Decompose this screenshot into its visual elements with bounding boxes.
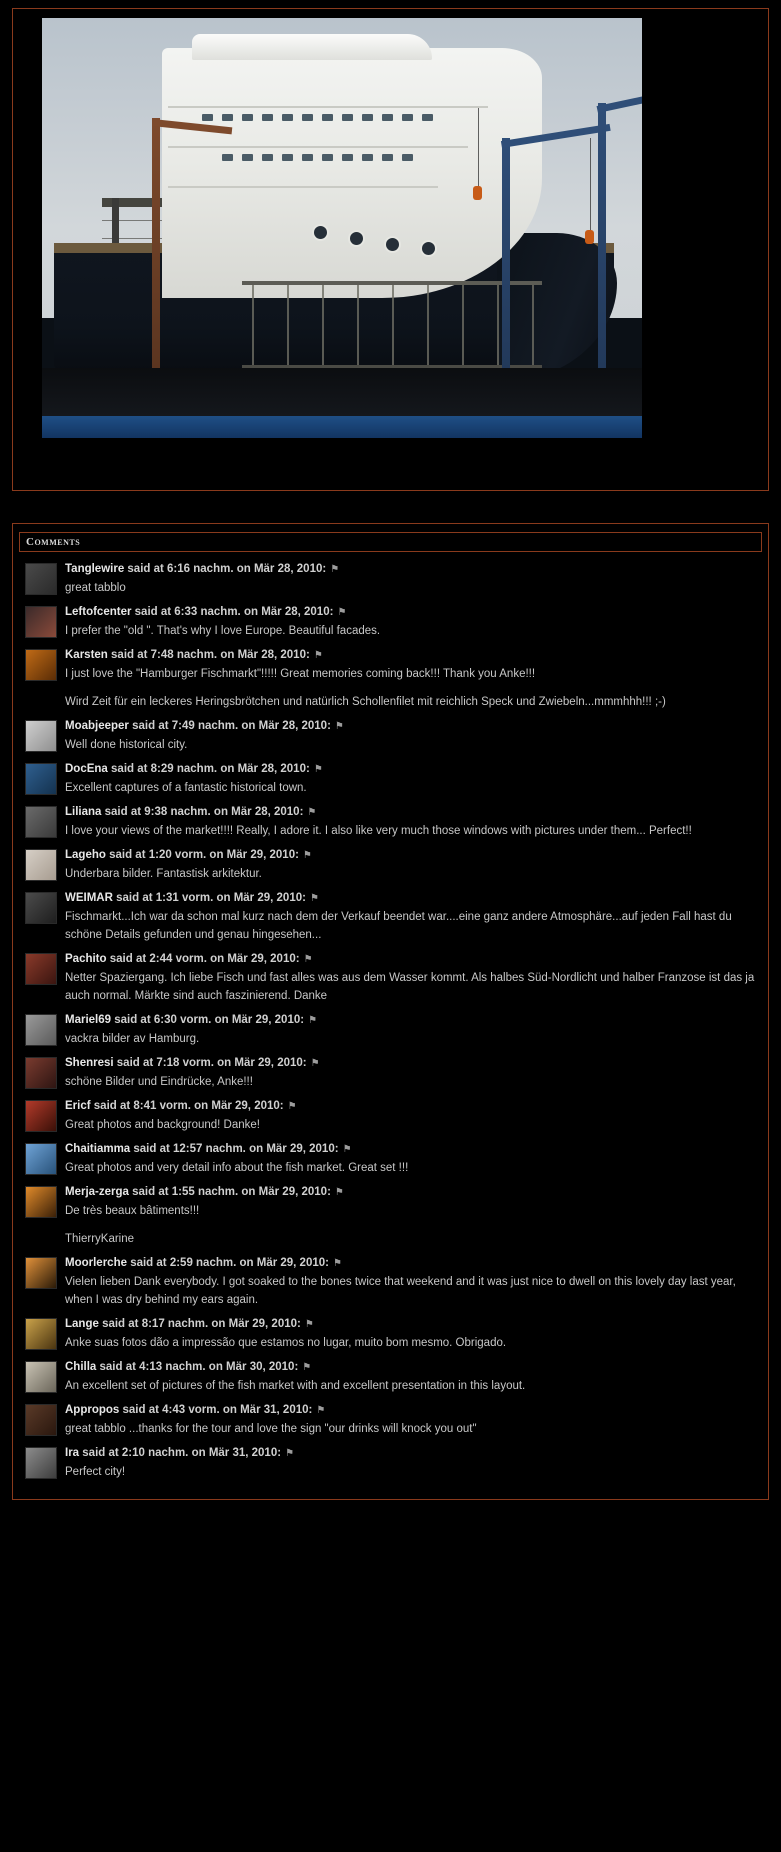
comment-item bbox=[19, 844, 762, 887]
avatar-chaitiamma[interactable] bbox=[25, 1143, 57, 1175]
comment-paragraph: An excellent set of pictures of the fish market with and excellent presentation in this layout. bbox=[65, 1380, 526, 1392]
comment-timestamp: said at 12:57 nachm. on Mär 29, 2010: bbox=[130, 1143, 339, 1155]
comment-paragraph: ThierryKarine bbox=[65, 1233, 135, 1245]
comment-paragraph: Vielen lieben Dank everybody. I got soaked to the bones twice that weekend and it was just nice to dwell on this lovely day last year, when I was dry behind my ears again. bbox=[65, 1276, 736, 1306]
comment-header bbox=[65, 847, 756, 864]
comment-timestamp: said at 8:17 nachm. on Mär 29, 2010: bbox=[98, 1318, 301, 1330]
comment-item bbox=[19, 601, 762, 644]
comment-timestamp: said at 8:41 vorm. on Mär 29, 2010: bbox=[90, 1100, 284, 1112]
comment-item bbox=[19, 1052, 762, 1095]
comment-paragraph: De très beaux bâtiments!!! bbox=[65, 1205, 200, 1217]
crane-cable-1 bbox=[478, 108, 479, 188]
report-flag-icon[interactable]: ⚑ bbox=[334, 1187, 344, 1198]
avatar-ericf[interactable] bbox=[25, 1100, 57, 1132]
comment-author-link[interactable]: Moabjeeper bbox=[65, 720, 129, 732]
report-flag-icon[interactable]: ⚑ bbox=[304, 1319, 314, 1330]
comment-body bbox=[65, 1445, 756, 1481]
comment-header bbox=[65, 1255, 756, 1272]
comment-paragraph: great tabblo bbox=[65, 582, 126, 594]
comment-author-link[interactable]: Appropos bbox=[65, 1404, 120, 1416]
comment-paragraph: Great photos and very detail info about the fish market. Great set !!! bbox=[65, 1162, 409, 1174]
report-flag-icon[interactable]: ⚑ bbox=[330, 564, 340, 575]
comment-body bbox=[65, 1359, 756, 1395]
comment-author-link[interactable]: Mariel69 bbox=[65, 1014, 112, 1026]
comment-body bbox=[65, 604, 756, 640]
comment-paragraph: I love your views of the market!!!! Really, I adore it. I also like very much those windows with pictures under them... Perfect!! bbox=[65, 825, 692, 837]
comment-paragraph: Wird Zeit für ein leckeres Heringsbrötchen und natürlich Schollenfilet mit reichlich Speck und Zwiebeln...mmmhhh!!! ;-) bbox=[65, 696, 666, 708]
comment-item bbox=[19, 1252, 762, 1313]
comment-header bbox=[65, 1445, 756, 1462]
comment-body bbox=[65, 1402, 756, 1438]
comment-body bbox=[65, 804, 756, 840]
report-flag-icon[interactable]: ⚑ bbox=[342, 1144, 352, 1155]
comment-text bbox=[65, 1334, 756, 1352]
comment-author-link[interactable]: DocEna bbox=[65, 763, 108, 775]
avatar-weimar[interactable] bbox=[25, 892, 57, 924]
comments-header: Comments bbox=[19, 532, 762, 552]
comment-body bbox=[65, 890, 756, 944]
crane-cable-2 bbox=[590, 138, 591, 233]
comment-body bbox=[65, 847, 756, 883]
comment-timestamp: said at 2:44 vorm. on Mär 29, 2010: bbox=[106, 953, 300, 965]
comment-item bbox=[19, 1009, 762, 1052]
report-flag-icon[interactable]: ⚑ bbox=[334, 721, 344, 732]
comment-header bbox=[65, 1098, 756, 1115]
report-flag-icon[interactable]: ⚑ bbox=[310, 1058, 320, 1069]
comment-paragraph: Great photos and background! Danke! bbox=[65, 1119, 260, 1131]
comment-text bbox=[65, 1030, 756, 1048]
comment-timestamp: said at 4:13 nachm. on Mär 30, 2010: bbox=[96, 1361, 299, 1373]
comment-timestamp: said at 7:49 nachm. on Mär 28, 2010: bbox=[128, 720, 331, 732]
comment-header bbox=[65, 1402, 756, 1419]
comment-text bbox=[65, 1377, 756, 1395]
avatar-appropos[interactable] bbox=[25, 1404, 57, 1436]
comment-text bbox=[65, 908, 756, 944]
comment-author-link[interactable]: Chilla bbox=[65, 1361, 97, 1373]
report-flag-icon[interactable]: ⚑ bbox=[302, 850, 312, 861]
avatar-tanglewire[interactable] bbox=[25, 563, 57, 595]
comment-paragraph: vackra bilder av Hamburg. bbox=[65, 1033, 200, 1045]
comment-text bbox=[65, 622, 756, 640]
comment-author-link[interactable]: WEIMAR bbox=[65, 892, 113, 904]
comment-item bbox=[19, 1095, 762, 1138]
comment-body bbox=[65, 561, 756, 597]
comment-paragraph: Underbara bilder. Fantastisk arkitektur. bbox=[65, 868, 262, 880]
report-flag-icon[interactable]: ⚑ bbox=[303, 954, 313, 965]
comment-item bbox=[19, 801, 762, 844]
comment-item bbox=[19, 1181, 762, 1252]
comment-body bbox=[65, 761, 756, 797]
ship-bridge bbox=[192, 34, 432, 60]
comment-timestamp: said at 1:20 vorm. on Mär 29, 2010: bbox=[105, 849, 299, 861]
comment-timestamp: said at 6:30 vorm. on Mär 29, 2010: bbox=[111, 1014, 305, 1026]
comment-text bbox=[65, 865, 756, 883]
water bbox=[42, 416, 642, 438]
avatar-liliana[interactable] bbox=[25, 806, 57, 838]
harbour-crane-blue-2 bbox=[572, 103, 642, 368]
comment-author-link[interactable]: Lageho bbox=[65, 849, 106, 861]
comment-text bbox=[65, 579, 756, 597]
comment-body bbox=[65, 1141, 756, 1177]
comment-body bbox=[65, 951, 756, 1005]
comment-header bbox=[65, 561, 756, 578]
comment-item bbox=[19, 1399, 762, 1442]
comment-item bbox=[19, 948, 762, 1009]
comment-item bbox=[19, 644, 762, 715]
avatar-mariel69[interactable] bbox=[25, 1014, 57, 1046]
report-flag-icon[interactable]: ⚑ bbox=[316, 1405, 326, 1416]
report-flag-icon[interactable]: ⚑ bbox=[309, 893, 319, 904]
comment-item bbox=[19, 1442, 762, 1485]
avatar-shenresi[interactable] bbox=[25, 1057, 57, 1089]
comments-panel bbox=[12, 523, 769, 1500]
comment-paragraph: Excellent captures of a fantastic historical town. bbox=[65, 782, 307, 794]
comment-timestamp: said at 1:55 nachm. on Mär 29, 2010: bbox=[128, 1186, 331, 1198]
comment-item bbox=[19, 558, 762, 601]
comment-header bbox=[65, 1012, 756, 1029]
comment-text bbox=[65, 665, 756, 711]
comment-text bbox=[65, 1202, 756, 1248]
report-flag-icon[interactable]: ⚑ bbox=[313, 764, 323, 775]
report-flag-icon[interactable]: ⚑ bbox=[307, 807, 317, 818]
comment-header bbox=[65, 804, 756, 821]
comment-body bbox=[65, 718, 756, 754]
avatar-leftofcenter[interactable] bbox=[25, 606, 57, 638]
comment-author-link[interactable]: Pachito bbox=[65, 953, 107, 965]
comment-text bbox=[65, 822, 756, 840]
avatar-merja-zerga[interactable] bbox=[25, 1186, 57, 1218]
comment-body bbox=[65, 1098, 756, 1134]
comment-body bbox=[65, 1255, 756, 1309]
avatar-lageho[interactable] bbox=[25, 849, 57, 881]
comment-timestamp: said at 1:31 vorm. on Mär 29, 2010: bbox=[112, 892, 306, 904]
comment-paragraph: I just love the "Hamburger Fischmarkt"!!!!! Great memories coming back!!! Thank you Anke!!! bbox=[65, 668, 536, 680]
comment-body bbox=[65, 1316, 756, 1352]
comment-header bbox=[65, 1359, 756, 1376]
report-flag-icon[interactable]: ⚑ bbox=[337, 607, 347, 618]
comment-item bbox=[19, 1313, 762, 1356]
comment-timestamp: said at 2:10 nachm. on Mär 31, 2010: bbox=[79, 1447, 282, 1459]
comment-timestamp: said at 7:48 nachm. on Mär 28, 2010: bbox=[107, 649, 310, 661]
comment-paragraph: great tabblo ...thanks for the tour and love the sign "our drinks will knock you out" bbox=[65, 1423, 477, 1435]
shipyard-photo[interactable] bbox=[42, 18, 642, 438]
comment-header bbox=[65, 761, 756, 778]
comment-timestamp: said at 6:33 nachm. on Mär 28, 2010: bbox=[131, 606, 334, 618]
comment-text bbox=[65, 969, 756, 1005]
comment-item bbox=[19, 1356, 762, 1399]
comment-author-link[interactable]: Merja-zerga bbox=[65, 1186, 129, 1198]
comment-paragraph: Perfect city! bbox=[65, 1466, 126, 1478]
report-flag-icon[interactable]: ⚑ bbox=[308, 1015, 318, 1026]
comment-body bbox=[65, 1012, 756, 1048]
comment-author-link[interactable]: Moorlerche bbox=[65, 1257, 127, 1269]
comment-author-link[interactable]: Ericf bbox=[65, 1100, 91, 1112]
comment-item bbox=[19, 758, 762, 801]
report-flag-icon[interactable]: ⚑ bbox=[313, 650, 323, 661]
comment-author-link[interactable]: Lange bbox=[65, 1318, 99, 1330]
comment-paragraph: I prefer the "old ". That's why I love Europe. Beautiful facades. bbox=[65, 625, 381, 637]
crane-hook-2 bbox=[585, 230, 594, 244]
comment-body bbox=[65, 647, 756, 711]
report-flag-icon[interactable]: ⚑ bbox=[285, 1448, 295, 1459]
avatar-karsten[interactable] bbox=[25, 649, 57, 681]
comment-header bbox=[65, 890, 756, 907]
photo-panel bbox=[12, 8, 769, 491]
comment-header bbox=[65, 1184, 756, 1201]
comment-paragraph: Well done historical city. bbox=[65, 739, 188, 751]
comment-text bbox=[65, 1159, 756, 1177]
comment-timestamp: said at 8:29 nachm. on Mär 28, 2010: bbox=[107, 763, 310, 775]
avatar-docena[interactable] bbox=[25, 763, 57, 795]
comment-timestamp: said at 9:38 nachm. on Mär 28, 2010: bbox=[101, 806, 304, 818]
comment-item bbox=[19, 887, 762, 948]
comment-header bbox=[65, 951, 756, 968]
comment-header bbox=[65, 1316, 756, 1333]
comment-paragraph: Fischmarkt...Ich war da schon mal kurz nach dem der Verkauf beendet war....eine ganz andere Atmosphäre...auf jeden Fall hast du schöne Details gefunden und genau hingesehen... bbox=[65, 911, 732, 941]
crane-hook-1 bbox=[473, 186, 482, 200]
comment-header bbox=[65, 647, 756, 664]
avatar-ira[interactable] bbox=[25, 1447, 57, 1479]
comment-header bbox=[65, 718, 756, 735]
avatar-moorlerche[interactable] bbox=[25, 1257, 57, 1289]
comment-author-link[interactable]: Liliana bbox=[65, 806, 102, 818]
comment-header bbox=[65, 604, 756, 621]
comment-author-link[interactable]: Leftofcenter bbox=[65, 606, 132, 618]
comment-body bbox=[65, 1184, 756, 1248]
report-flag-icon[interactable]: ⚑ bbox=[287, 1101, 297, 1112]
comment-text bbox=[65, 779, 756, 797]
harbour-crane-red bbox=[130, 118, 220, 368]
page-root bbox=[0, 8, 781, 1500]
comment-list bbox=[19, 558, 762, 1485]
comment-item bbox=[19, 715, 762, 758]
comment-author-link[interactable]: Ira bbox=[65, 1447, 80, 1459]
comment-timestamp: said at 7:18 vorm. on Mär 29, 2010: bbox=[113, 1057, 307, 1069]
comment-body bbox=[65, 1055, 756, 1091]
comment-timestamp: said at 6:16 nachm. on Mär 28, 2010: bbox=[124, 563, 327, 575]
comment-author-link[interactable]: Chaitiamma bbox=[65, 1143, 131, 1155]
comment-text bbox=[65, 1116, 756, 1134]
comment-text bbox=[65, 1420, 756, 1438]
comment-text bbox=[65, 1273, 756, 1309]
report-flag-icon[interactable]: ⚑ bbox=[302, 1362, 312, 1373]
comment-paragraph: Anke suas fotos dão a impressão que estamos no lugar, muito bom mesmo. Obrigado. bbox=[65, 1337, 507, 1349]
comment-text bbox=[65, 736, 756, 754]
comment-timestamp: said at 2:59 nachm. on Mär 29, 2010: bbox=[127, 1257, 329, 1269]
quay bbox=[42, 368, 642, 416]
avatar-lange[interactable] bbox=[25, 1318, 57, 1350]
report-flag-icon[interactable]: ⚑ bbox=[332, 1258, 342, 1269]
comment-timestamp: said at 4:43 vorm. on Mär 31, 2010: bbox=[119, 1404, 313, 1416]
avatar-chilla[interactable] bbox=[25, 1361, 57, 1393]
comment-header bbox=[65, 1141, 756, 1158]
comment-author-link[interactable]: Shenresi bbox=[65, 1057, 114, 1069]
avatar-moabjeeper[interactable] bbox=[25, 720, 57, 752]
comment-header bbox=[65, 1055, 756, 1072]
comment-text bbox=[65, 1463, 756, 1481]
comment-text bbox=[65, 1073, 756, 1091]
comment-author-link[interactable]: Tanglewire bbox=[65, 563, 125, 575]
comment-paragraph: schöne Bilder und Eindrücke, Anke!!! bbox=[65, 1076, 253, 1088]
comment-paragraph: Netter Spaziergang. Ich liebe Fisch und fast alles was aus dem Wasser kommt. Als halbes Süd-Nordlicht und halber Franzose ist das ja auch normal. Märkte sind auch faszinierend. Danke bbox=[65, 972, 755, 1002]
avatar-pachito[interactable] bbox=[25, 953, 57, 985]
comment-item bbox=[19, 1138, 762, 1181]
comment-author-link[interactable]: Karsten bbox=[65, 649, 108, 661]
